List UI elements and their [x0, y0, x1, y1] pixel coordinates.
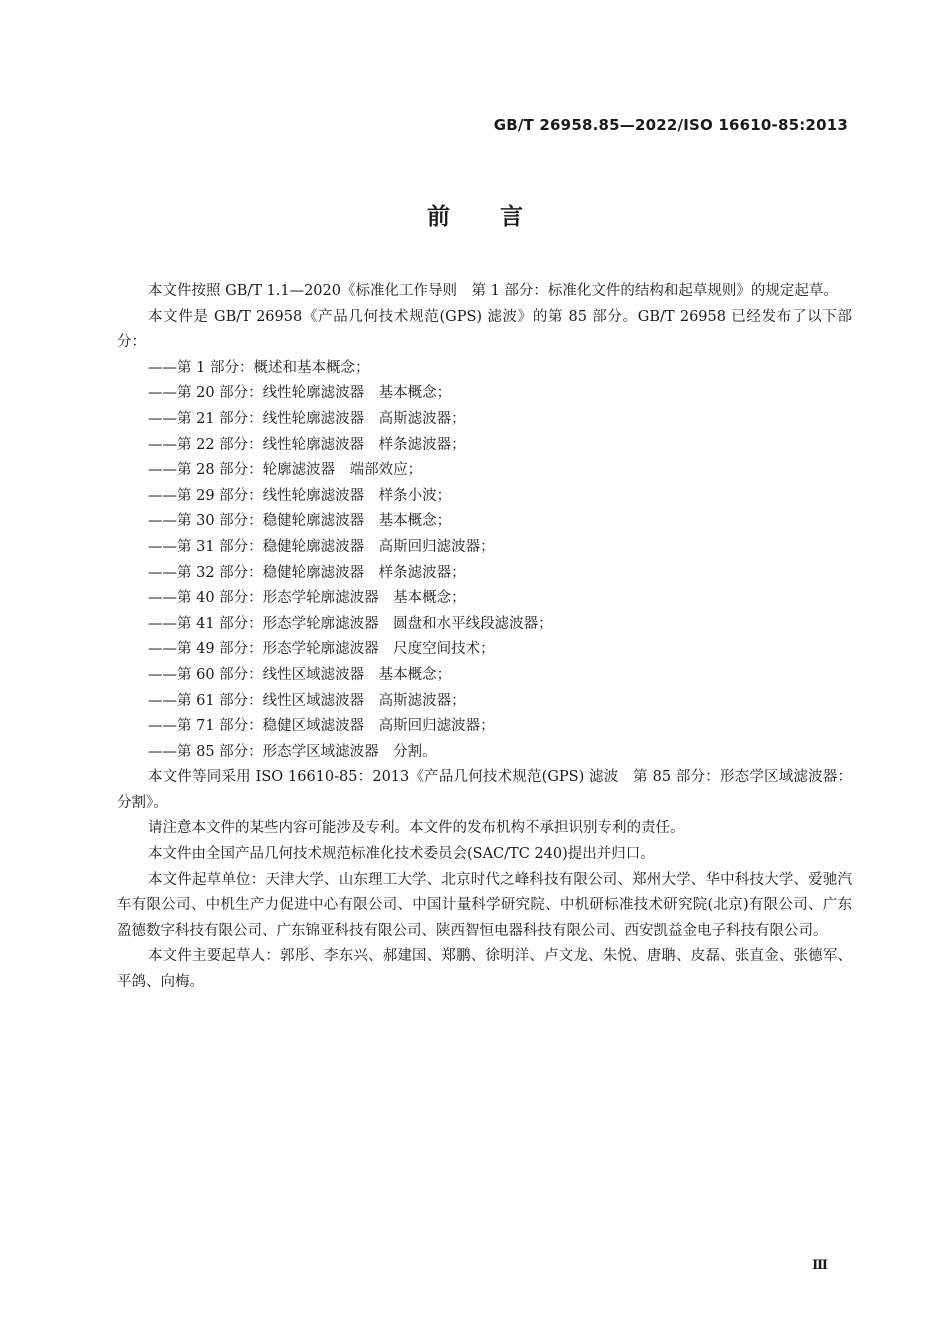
drafters-paragraph: 本文件主要起草人：郭彤、李东兴、郝建国、郑鹏、徐明洋、卢文龙、朱悦、唐聃、皮磊、张直金、张德军、平鸽、向梅。 — [117, 948, 852, 991]
list-item: ——第 20 部分：线性轮廓滤波器 基本概念； — [148, 385, 452, 402]
list-item: ——第 85 部分：形态学区域滤波器 分割。 — [148, 743, 437, 760]
page-number: Ⅲ — [812, 1258, 828, 1273]
adoption-paragraph: 本文件等同采用 ISO 16610-85：2013《产品几何技术规范(GPS) 滤波 第 85 部分：形态学区域滤波器：分割》。 — [117, 769, 852, 811]
list-item: ——第 30 部分：稳健轮廓滤波器 基本概念； — [148, 513, 452, 530]
list-item: ——第 32 部分：稳健轮廓滤波器 样条滤波器； — [148, 564, 466, 581]
list-item: ——第 41 部分：形态学轮廓滤波器 圆盘和水平线段滤波器； — [148, 615, 553, 632]
committee-paragraph: 本文件由全国产品几何技术规范标准化技术委员会(SAC/TC 240)提出并归口。 — [148, 846, 655, 863]
intro-paragraph-2: 本文件是 GB/T 26958《产品几何技术规范(GPS) 滤波》的第 85 部分。GB/T 26958 已经发布了以下部分： — [117, 308, 852, 351]
page-title: 前言 — [427, 204, 573, 230]
list-item: ——第 49 部分：形态学轮廓滤波器 尺度空间技术； — [148, 641, 495, 658]
patent-notice-paragraph: 请注意本文件的某些内容可能涉及专利。本文件的发布机构不承担识别专利的责任。 — [148, 820, 685, 837]
list-item: ——第 22 部分：线性轮廓滤波器 样条滤波器； — [148, 436, 466, 453]
list-item: ——第 29 部分：线性轮廓滤波器 样条小波； — [148, 487, 452, 504]
list-item: ——第 21 部分：线性轮廓滤波器 高斯滤波器； — [148, 410, 466, 427]
standard-number-header: GB/T 26958.85—2022/ISO 16610-85:2013 — [493, 116, 848, 134]
list-item: ——第 31 部分：稳健轮廓滤波器 高斯回归滤波器； — [148, 538, 495, 555]
list-item: ——第 28 部分：轮廓滤波器 端部效应； — [148, 462, 423, 479]
list-item: ——第 60 部分：线性区域滤波器 基本概念； — [148, 666, 452, 683]
foreword-body — [117, 279, 852, 996]
list-item: ——第 40 部分：形态学轮廓滤波器 基本概念； — [148, 590, 466, 607]
list-item: ——第 71 部分：稳健区域滤波器 高斯回归滤波器； — [148, 718, 495, 735]
list-item: ——第 1 部分：概述和基本概念； — [148, 359, 370, 376]
intro-paragraph-1: 本文件按照 GB/T 1.1—2020《标准化工作导则 第 1 部分：标准化文件的结构和起草规则》的规定起草。 — [148, 283, 838, 299]
list-item: ——第 61 部分：线性区域滤波器 高斯滤波器； — [148, 692, 466, 709]
drafting-units-paragraph: 本文件起草单位：天津大学、山东理工大学、北京时代之峰科技有限公司、郑州大学、华中科技大学、爱驰汽车有限公司、中机生产力促进中心有限公司、中国计量科学研究院、中机研标准技术研究院(北京)有限公司、广东盈德数字科技有限公司、广东锦亚科技有限公司、陕西智恒电器科技有限公司、西安凯益金电子科技有限公司。 — [117, 871, 852, 939]
parts-list — [117, 356, 852, 766]
